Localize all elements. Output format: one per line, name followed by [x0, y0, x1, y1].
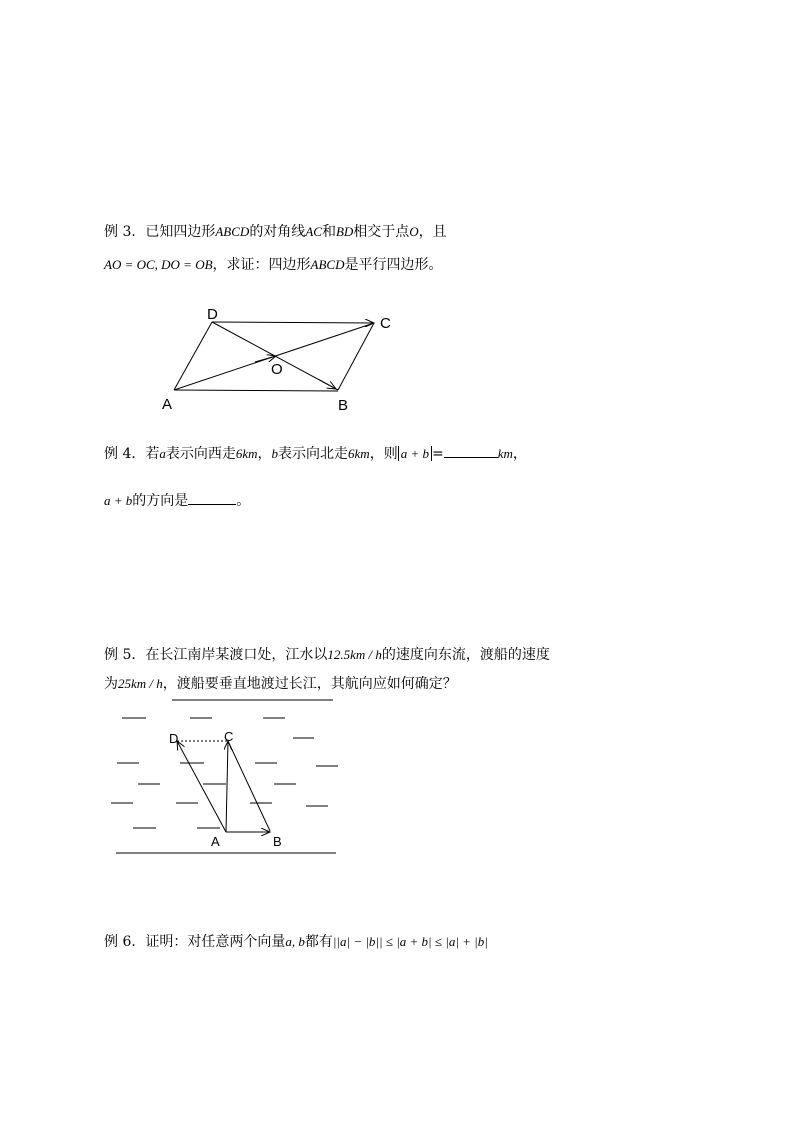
ex5-vector-ad	[177, 741, 226, 832]
ex3-point-o: O	[409, 224, 419, 239]
ex3-text: 例 3．已知四边形	[104, 224, 216, 240]
ex3-text: ，且	[418, 224, 447, 240]
ex6-triangle-inequality: ||a| − |b|| ≤ |a + b| ≤ |a| + |b|	[332, 934, 488, 949]
ex4-unit: km	[497, 446, 513, 461]
ex3-label-o: O	[271, 361, 283, 378]
ex3-diag-bd: BD	[335, 224, 354, 239]
ex4-vector-a: a	[159, 446, 166, 461]
ex3-vector-equations: AO = OC, DO = OB	[104, 257, 213, 272]
ex4-text: 例 4．若	[104, 446, 160, 462]
ex5-label-b: B	[273, 834, 282, 849]
ex5-river-speed: 12.5km / h	[327, 647, 382, 662]
ex4-text: 表示向北走	[278, 446, 349, 462]
ex3-text: 的对角线	[249, 224, 306, 240]
ex3-text: ，求证：四边形	[212, 257, 311, 273]
ex5-boat-speed: 25km / h	[118, 676, 163, 691]
ex4-sum-expr: a + b	[104, 493, 133, 508]
ex3-quad-name: ABCD	[215, 224, 250, 239]
ex4-distance: 6km	[235, 446, 258, 461]
ex5-label-c: C	[224, 729, 234, 744]
ex4-text: ，	[257, 446, 272, 462]
ex3-label-c: C	[380, 315, 391, 332]
ex3-text: 是平行四边形。	[344, 257, 443, 273]
ex3-text: 和	[321, 224, 336, 240]
ex3-diag-ac: AC	[305, 224, 322, 239]
ex3-label-b: B	[338, 397, 349, 414]
ex5-text: 为	[104, 676, 118, 692]
ex5-vector-ac	[226, 741, 228, 832]
ex4-text: 的方向是	[132, 493, 189, 509]
ex4-magnitude-expr: a + b	[398, 446, 432, 461]
ex6-text: 都有	[304, 934, 333, 950]
ex6-vectors: a, b	[285, 934, 305, 949]
ex4-text: ，则	[369, 446, 398, 462]
ex5-segment-cb	[228, 741, 270, 831]
ex5-text: ，渡船要垂直地渡过长江，其航向应如何确定？	[162, 676, 457, 692]
ex4-distance: 6km	[348, 446, 370, 461]
ex3-text: 相交于点	[353, 224, 410, 240]
ex4-text: 表示向西走	[165, 446, 236, 462]
ex3-quad-name: ABCD	[310, 257, 345, 272]
ex4-vector-b: b	[271, 446, 279, 461]
ex6-text: 例 6．证明：对任意两个向量	[104, 934, 286, 950]
ex5-text: 的速度向东流，渡船的速度	[381, 647, 550, 663]
ex4-equals: =	[431, 446, 444, 462]
ex6-line	[104, 932, 488, 952]
ex5-text: 例 5．在长江南岸某渡口处，江水以	[104, 647, 328, 663]
ex5-label-d: D	[169, 731, 179, 746]
ex3-label-d: D	[207, 306, 218, 323]
ex5-label-a: A	[211, 834, 220, 849]
ex4-text: ，	[512, 446, 527, 462]
ex3-label-a: A	[162, 396, 173, 413]
ex4-text: 。	[236, 493, 251, 509]
